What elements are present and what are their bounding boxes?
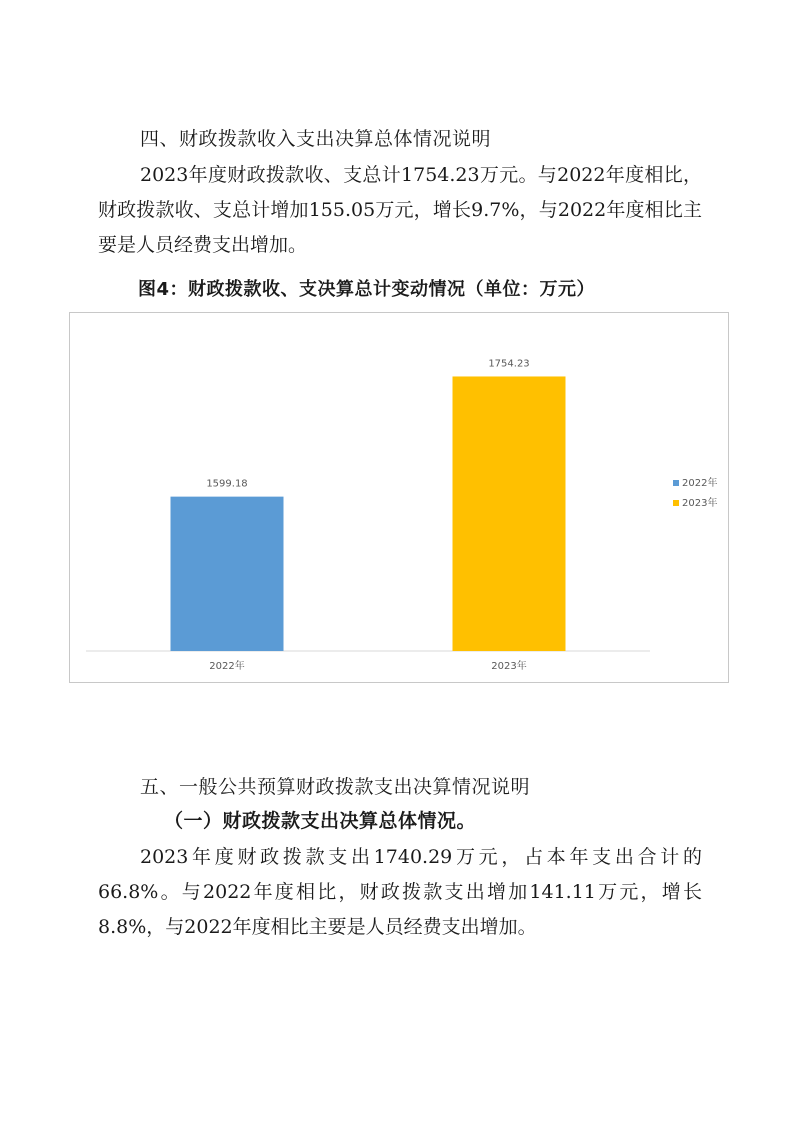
x-tick-label-1: 2022年 [209, 661, 245, 672]
figure-caption: 图4：财政拨款收、支决算总计变动情况（单位：万元） [138, 279, 596, 300]
legend-swatch-1 [673, 480, 679, 486]
chart-svg [70, 313, 730, 684]
section5-subheading: （一）财政拨款支出决算总体情况。 [164, 810, 477, 832]
legend-label-2: 2023年 [682, 498, 718, 509]
section5-paragraph: 2023年度财政拨款支出1740.29万元，占本年支出合计的66.8%。与2022年度相比，财政拨款支出增加141.11万元，增长8.8%，与2022年度相比主要是人员经费支出增加。 [98, 846, 702, 938]
section4-heading: 四、财政拨款收入支出决算总体情况说明 [140, 128, 492, 150]
x-tick-label-2: 2023年 [491, 661, 527, 672]
section4-paragraph: 2023年度财政拨款收、支总计1754.23万元。与2022年度相比，财政拨款收、支总计增加155.05万元，增长9.7%，与2022年度相比主要是人员经费支出增加。 [98, 164, 702, 256]
bar-2 [453, 376, 566, 651]
value-label-2: 1754.23 [488, 358, 530, 370]
legend-swatch-2 [673, 500, 679, 506]
section5-heading: 五、一般公共预算财政拨款支出决算情况说明 [140, 776, 531, 798]
legend-label-1: 2022年 [682, 478, 718, 489]
value-label-1: 1599.18 [206, 478, 248, 490]
bar-chart [69, 312, 729, 683]
bar-1 [171, 497, 284, 651]
